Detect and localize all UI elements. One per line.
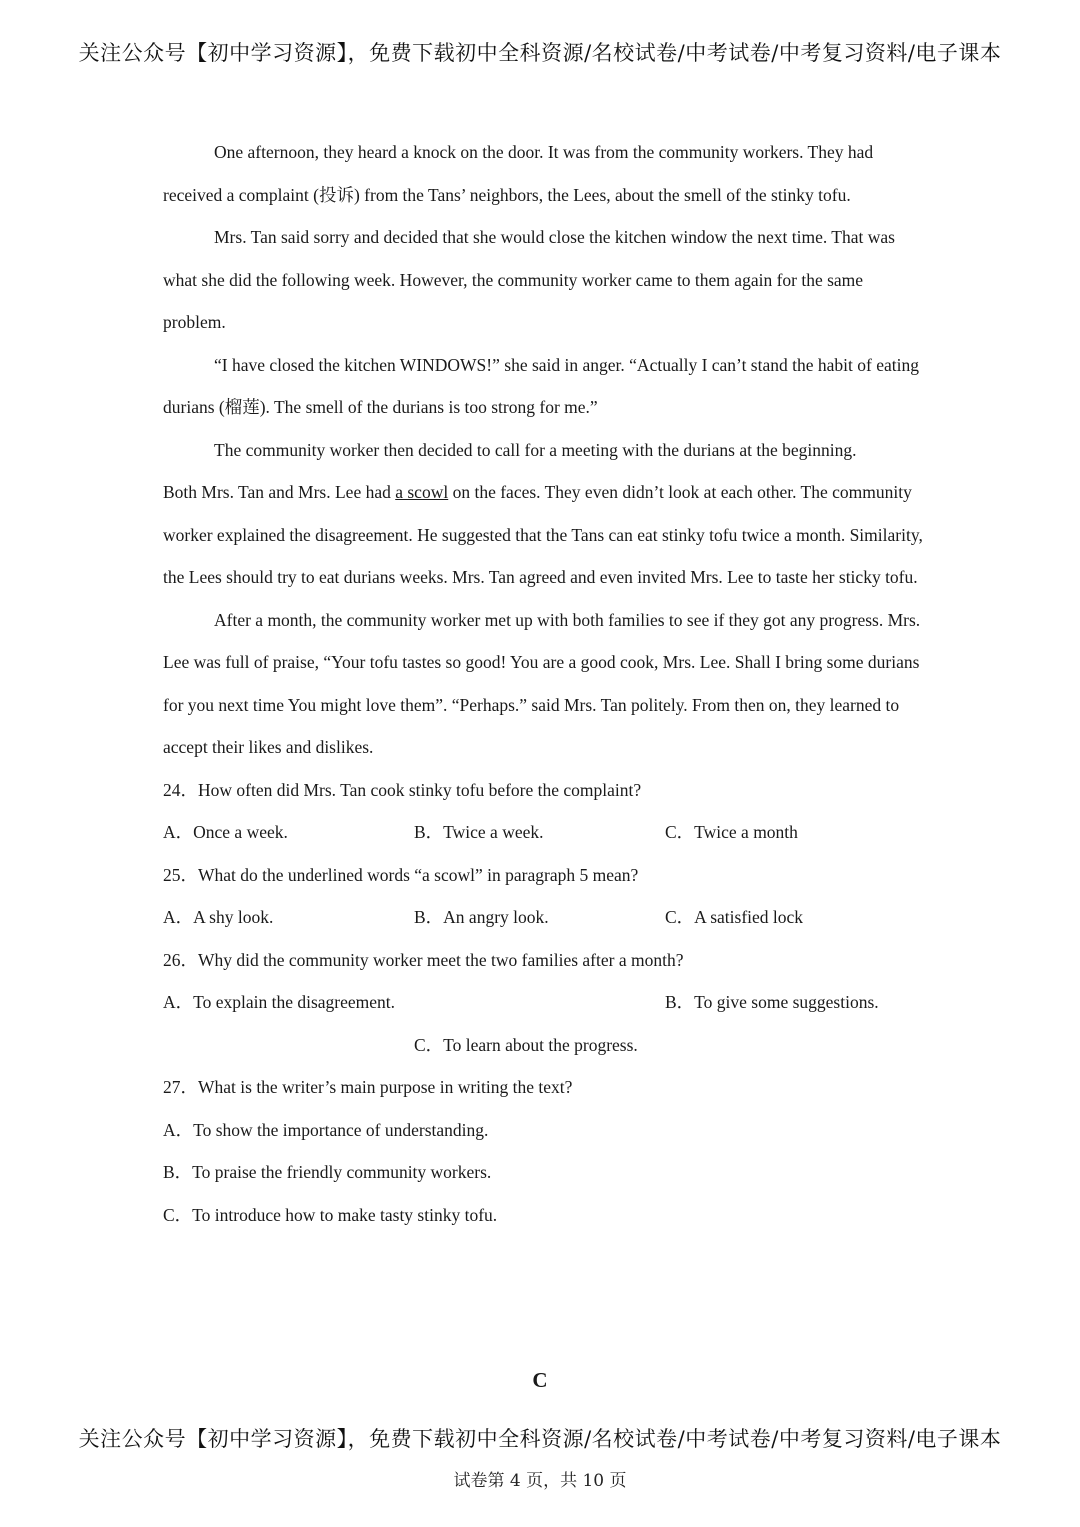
paragraph-3: “I have closed the kitchen WINDOWS!” she said in anger. “Actually I can’t stand the habit of eating durians (榴莲). The smell of the durians is too strong for me.” <box>163 354 919 417</box>
section-heading: C <box>532 1368 548 1392</box>
paragraph-2: Mrs. Tan said sorry and decided that she would close the kitchen window the next time. That was what she did the following week. However, the community worker came to them again for the same problem. <box>163 227 895 332</box>
question-27-stem: 27．What is the writer’s main purpose in writing the text? <box>163 1077 573 1097</box>
paragraph-4-line-1: The community worker then decided to call for a meeting with the durians at the beginning. <box>214 439 857 460</box>
q26-option-c: C．To learn about the progress. <box>414 1034 638 1055</box>
paragraph-4-rest: community worker explained the disagreement. He suggested that the Tans can eat stinky tofu twice a month. Similarity, the Lees should try to eat durians weeks. Mrs. Tan agreed and even invited Mrs. Lee to taste her sticky tofu. <box>163 482 923 587</box>
reading-passage <box>163 131 923 1236</box>
q24-option-c: C．Twice a month <box>665 822 798 842</box>
q25-option-c: C．A satisfied lock <box>665 907 804 927</box>
paragraph-5: After a month, the community worker met up with both families to see if they got any progress. Mrs. Lee was full of praise, “Your tofu tastes so good! You are a good cook, Mrs. Lee. Shall I bring some durians for you next time You might love them”. “Perhaps.” said Mrs. Tan politely. From then on, they learned to accept their likes and dislikes. <box>163 609 921 757</box>
promo-banner-top: 关注公众号【初中学习资源】，免费下载初中全科资源/名校试卷/中考试卷/中考复习资料/电子课本 <box>78 41 1002 65</box>
q27-option-b: B．To praise the friendly community workers. <box>163 1162 492 1182</box>
page-number: 试卷第 4 页，共 10 页 <box>453 1471 627 1491</box>
q24-option-b: B．Twice a week. <box>414 822 544 842</box>
question-26-options <box>163 981 923 1024</box>
q25-option-a: A．A shy look. <box>163 907 274 927</box>
question-24-options <box>163 811 923 854</box>
question-25-options <box>163 896 923 939</box>
q25-option-b: B．An angry look. <box>414 907 549 927</box>
q26-option-b: B．To give some suggestions. <box>665 992 879 1012</box>
paragraph-4-pre: Both Mrs. Tan and Mrs. Lee had <box>163 482 396 502</box>
paragraph-1: One afternoon, they heard a knock on the door. It was from the community workers. They had received a complaint (投诉) from the Tans’ neighbors, the Lees, about the smell of the stinky tofu. <box>163 142 874 205</box>
question-25-stem: 25．What do the underlined words “a scowl” in paragraph 5 mean? <box>163 864 639 885</box>
paragraph-4 <box>163 429 923 599</box>
underlined-phrase: a scowl <box>395 482 449 502</box>
q27-option-a: A．To show the importance of understanding. <box>163 1119 489 1140</box>
question-26-stem: 26．Why did the community worker meet the two families after a month? <box>163 949 684 970</box>
q26-option-a: A．To explain the disagreement. <box>163 992 396 1012</box>
promo-banner-bottom: 关注公众号【初中学习资源】，免费下载初中全科资源/名校试卷/中考试卷/中考复习资料/电子课本 <box>78 1427 1002 1451</box>
q27-option-c: C．To introduce how to make tasty stinky tofu. <box>163 1204 498 1225</box>
question-24-stem: 24．How often did Mrs. Tan cook stinky tofu before the complaint? <box>163 779 642 800</box>
paragraph-4-post: on the faces. They even didn’t look at each other. The <box>448 482 828 502</box>
q24-option-a: A．Once a week. <box>163 822 288 842</box>
